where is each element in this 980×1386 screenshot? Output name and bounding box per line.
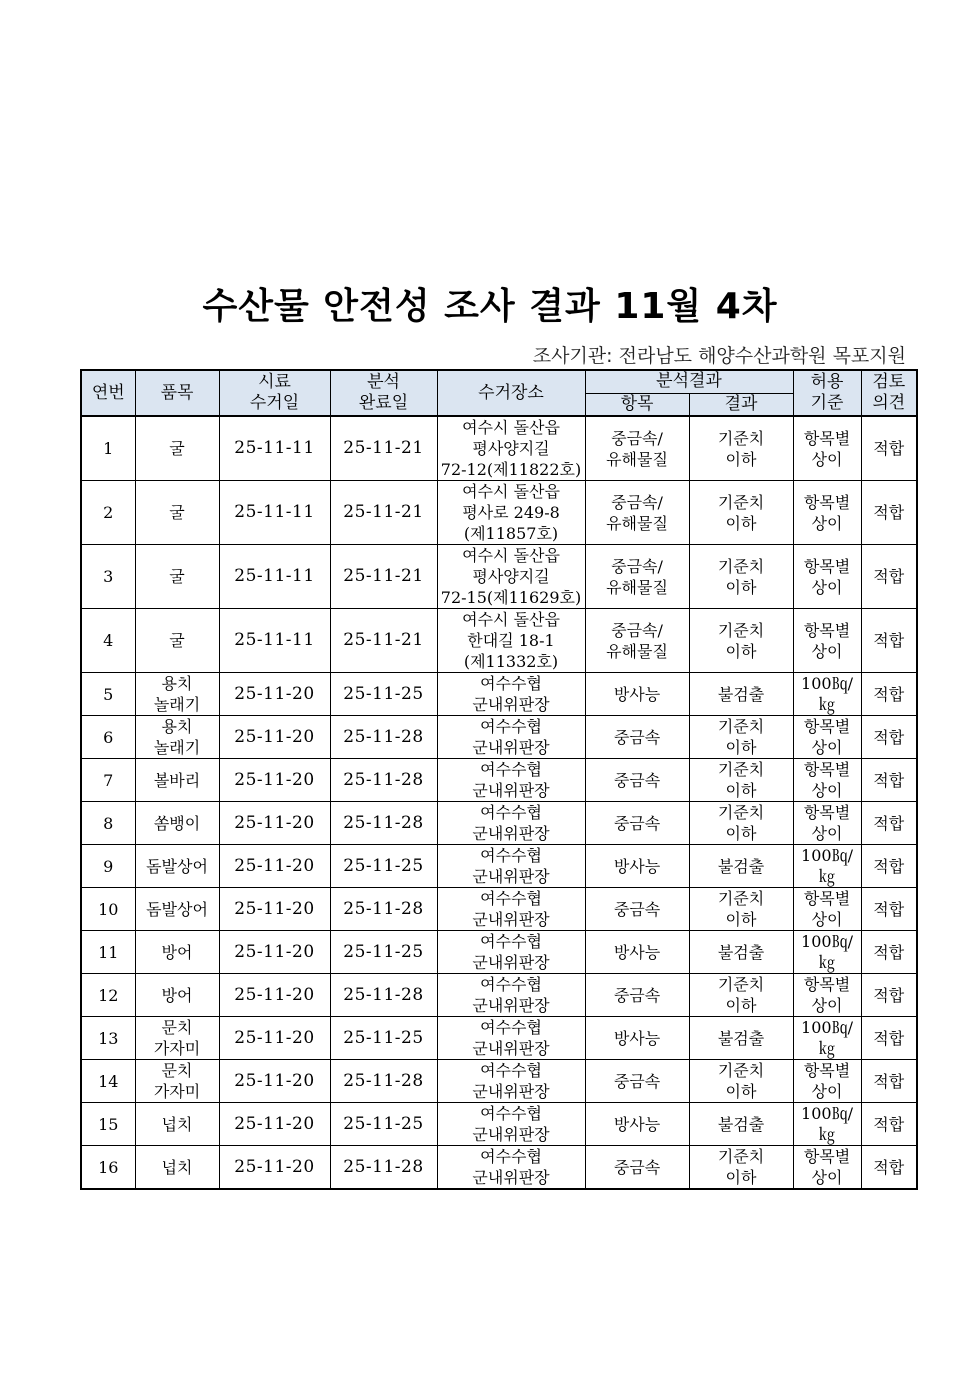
cell-result: 기준치 이하 (689, 888, 793, 931)
cell-no: 12 (81, 974, 135, 1017)
cell-no: 10 (81, 888, 135, 931)
cell-analyte: 방사능 (585, 673, 689, 716)
cell-item: 굴 (135, 609, 219, 673)
cell-result: 불검출 (689, 1017, 793, 1060)
cell-collect-date: 25-11-11 (219, 609, 330, 673)
cell-no: 1 (81, 416, 135, 481)
cell-no: 5 (81, 673, 135, 716)
cell-standard: 항목별 상이 (793, 416, 861, 481)
table-row (81, 609, 917, 673)
cell-analysis-date: 25-11-21 (330, 481, 437, 545)
cell-opinion: 적합 (861, 888, 917, 931)
cell-result: 기준치 이하 (689, 545, 793, 609)
cell-item: 넙치 (135, 1103, 219, 1146)
cell-standard: 항목별 상이 (793, 1060, 861, 1103)
cell-place: 여수수협 군내위판장 (437, 759, 585, 802)
cell-analyte: 방사능 (585, 931, 689, 974)
header-item: 품목 (135, 370, 219, 416)
cell-collect-date: 25-11-20 (219, 974, 330, 1017)
cell-analyte: 중금속/ 유해물질 (585, 609, 689, 673)
cell-place: 여수수협 군내위판장 (437, 1146, 585, 1190)
cell-standard: 항목별 상이 (793, 974, 861, 1017)
cell-collect-date: 25-11-20 (219, 845, 330, 888)
cell-item: 돔발상어 (135, 888, 219, 931)
cell-result: 불검출 (689, 673, 793, 716)
cell-opinion: 적합 (861, 481, 917, 545)
cell-analyte: 중금속 (585, 802, 689, 845)
table-row (81, 481, 917, 545)
cell-analysis-date: 25-11-28 (330, 974, 437, 1017)
cell-item: 굴 (135, 481, 219, 545)
cell-no: 11 (81, 931, 135, 974)
cell-analysis-date: 25-11-28 (330, 888, 437, 931)
cell-item: 방어 (135, 931, 219, 974)
cell-no: 14 (81, 1060, 135, 1103)
cell-standard: 항목별 상이 (793, 802, 861, 845)
cell-collect-date: 25-11-20 (219, 888, 330, 931)
cell-no: 4 (81, 609, 135, 673)
cell-opinion: 적합 (861, 1103, 917, 1146)
table-row (81, 416, 917, 481)
cell-opinion: 적합 (861, 802, 917, 845)
cell-analysis-date: 25-11-28 (330, 759, 437, 802)
cell-analysis-date: 25-11-28 (330, 1060, 437, 1103)
table-row (81, 716, 917, 759)
cell-item: 문치 가자미 (135, 1060, 219, 1103)
header-analysis-date: 분석 완료일 (330, 370, 437, 416)
cell-no: 16 (81, 1146, 135, 1190)
cell-analyte: 중금속 (585, 974, 689, 1017)
header-result-group: 분석결과 (585, 370, 793, 393)
cell-result: 기준치 이하 (689, 759, 793, 802)
cell-item: 굴 (135, 416, 219, 481)
cell-analysis-date: 25-11-28 (330, 802, 437, 845)
cell-no: 2 (81, 481, 135, 545)
cell-place: 여수수협 군내위판장 (437, 1060, 585, 1103)
page-title: 수산물 안전성 조사 결과 11월 4차 (202, 286, 778, 327)
cell-analyte: 중금속 (585, 1060, 689, 1103)
header-place: 수거장소 (437, 370, 585, 416)
cell-place: 여수시 돌산읍 평사로 249-8 (제11857호) (437, 481, 585, 545)
cell-item: 굴 (135, 545, 219, 609)
cell-analysis-date: 25-11-21 (330, 416, 437, 481)
cell-collect-date: 25-11-11 (219, 481, 330, 545)
cell-place: 여수수협 군내위판장 (437, 716, 585, 759)
cell-analysis-date: 25-11-25 (330, 1017, 437, 1060)
table-row (81, 759, 917, 802)
cell-analyte: 중금속 (585, 1146, 689, 1190)
cell-result: 기준치 이하 (689, 481, 793, 545)
cell-opinion: 적합 (861, 416, 917, 481)
cell-no: 3 (81, 545, 135, 609)
cell-analyte: 방사능 (585, 1017, 689, 1060)
cell-collect-date: 25-11-20 (219, 1017, 330, 1060)
table-body (81, 416, 917, 1189)
cell-place: 여수수협 군내위판장 (437, 1103, 585, 1146)
cell-item: 볼바리 (135, 759, 219, 802)
cell-place: 여수시 돌산읍 평사양지길 72-15(제11629호) (437, 545, 585, 609)
cell-opinion: 적합 (861, 931, 917, 974)
cell-opinion: 적합 (861, 759, 917, 802)
cell-analysis-date: 25-11-21 (330, 609, 437, 673)
cell-place: 여수시 돌산읍 평사양지길 72-12(제11822호) (437, 416, 585, 481)
cell-result: 불검출 (689, 845, 793, 888)
table-row (81, 1060, 917, 1103)
cell-analysis-date: 25-11-28 (330, 716, 437, 759)
cell-standard: 100㏃/ ㎏ (793, 845, 861, 888)
cell-standard: 100㏃/ ㎏ (793, 673, 861, 716)
cell-result: 기준치 이하 (689, 716, 793, 759)
cell-standard: 항목별 상이 (793, 609, 861, 673)
cell-collect-date: 25-11-20 (219, 802, 330, 845)
cell-analysis-date: 25-11-25 (330, 845, 437, 888)
cell-collect-date: 25-11-20 (219, 1103, 330, 1146)
cell-analyte: 방사능 (585, 1103, 689, 1146)
cell-place: 여수수협 군내위판장 (437, 888, 585, 931)
cell-place: 여수수협 군내위판장 (437, 974, 585, 1017)
cell-item: 문치 가자미 (135, 1017, 219, 1060)
cell-result: 기준치 이하 (689, 802, 793, 845)
cell-collect-date: 25-11-20 (219, 931, 330, 974)
cell-analyte: 중금속/ 유해물질 (585, 545, 689, 609)
header-standard: 허용 기준 (793, 370, 861, 416)
cell-collect-date: 25-11-20 (219, 673, 330, 716)
cell-standard: 항목별 상이 (793, 481, 861, 545)
cell-place: 여수수협 군내위판장 (437, 673, 585, 716)
cell-standard: 100㏃/ ㎏ (793, 1017, 861, 1060)
cell-place: 여수수협 군내위판장 (437, 845, 585, 888)
table-row (81, 888, 917, 931)
cell-analyte: 중금속 (585, 716, 689, 759)
cell-result: 기준치 이하 (689, 609, 793, 673)
cell-opinion: 적합 (861, 545, 917, 609)
cell-opinion: 적합 (861, 845, 917, 888)
cell-collect-date: 25-11-20 (219, 1060, 330, 1103)
cell-item: 용치 놀래기 (135, 716, 219, 759)
cell-opinion: 적합 (861, 1060, 917, 1103)
table-row (81, 1103, 917, 1146)
cell-collect-date: 25-11-20 (219, 1146, 330, 1190)
cell-item: 용치 놀래기 (135, 673, 219, 716)
cell-analysis-date: 25-11-25 (330, 1103, 437, 1146)
cell-place: 여수수협 군내위판장 (437, 931, 585, 974)
table-row (81, 545, 917, 609)
cell-analyte: 중금속/ 유해물질 (585, 481, 689, 545)
cell-result: 기준치 이하 (689, 416, 793, 481)
cell-result: 불검출 (689, 931, 793, 974)
cell-opinion: 적합 (861, 1017, 917, 1060)
cell-analyte: 중금속 (585, 759, 689, 802)
header-result-item: 항목 (585, 393, 689, 416)
cell-place: 여수시 돌산읍 한대길 18-1 (제11332호) (437, 609, 585, 673)
table-row (81, 845, 917, 888)
cell-standard: 항목별 상이 (793, 545, 861, 609)
cell-no: 9 (81, 845, 135, 888)
table-row (81, 1017, 917, 1060)
header-collect-date: 시료 수거일 (219, 370, 330, 416)
cell-result: 불검출 (689, 1103, 793, 1146)
cell-collect-date: 25-11-20 (219, 759, 330, 802)
cell-opinion: 적합 (861, 673, 917, 716)
cell-item: 방어 (135, 974, 219, 1017)
cell-no: 6 (81, 716, 135, 759)
cell-standard: 항목별 상이 (793, 759, 861, 802)
cell-item: 쏨뱅이 (135, 802, 219, 845)
table-row (81, 673, 917, 716)
cell-result: 기준치 이하 (689, 1060, 793, 1103)
cell-collect-date: 25-11-11 (219, 416, 330, 481)
cell-place: 여수수협 군내위판장 (437, 802, 585, 845)
cell-analysis-date: 25-11-21 (330, 545, 437, 609)
cell-opinion: 적합 (861, 716, 917, 759)
cell-analysis-date: 25-11-25 (330, 673, 437, 716)
cell-no: 13 (81, 1017, 135, 1060)
cell-standard: 100㏃/ ㎏ (793, 931, 861, 974)
cell-opinion: 적합 (861, 1146, 917, 1190)
cell-opinion: 적합 (861, 609, 917, 673)
cell-analyte: 방사능 (585, 845, 689, 888)
cell-result: 기준치 이하 (689, 1146, 793, 1190)
cell-no: 15 (81, 1103, 135, 1146)
header-no: 연번 (81, 370, 135, 416)
cell-standard: 항목별 상이 (793, 888, 861, 931)
results-table (80, 369, 918, 1190)
cell-result: 기준치 이하 (689, 974, 793, 1017)
cell-opinion: 적합 (861, 974, 917, 1017)
cell-analysis-date: 25-11-28 (330, 1146, 437, 1190)
cell-analyte: 중금속/ 유해물질 (585, 416, 689, 481)
cell-place: 여수수협 군내위판장 (437, 1017, 585, 1060)
cell-item: 넙치 (135, 1146, 219, 1190)
cell-analyte: 중금속 (585, 888, 689, 931)
table-row (81, 931, 917, 974)
cell-standard: 항목별 상이 (793, 1146, 861, 1190)
cell-collect-date: 25-11-11 (219, 545, 330, 609)
cell-collect-date: 25-11-20 (219, 716, 330, 759)
agency-label: 조사기관: 전라남도 해양수산과학원 목포지원 (532, 345, 906, 367)
cell-item: 돔발상어 (135, 845, 219, 888)
table-row (81, 802, 917, 845)
cell-standard: 100㏃/ ㎏ (793, 1103, 861, 1146)
table-row (81, 1146, 917, 1190)
header-opinion: 검토 의견 (861, 370, 917, 416)
cell-standard: 항목별 상이 (793, 716, 861, 759)
table-row (81, 974, 917, 1017)
header-result-value: 결과 (689, 393, 793, 416)
cell-no: 8 (81, 802, 135, 845)
cell-no: 7 (81, 759, 135, 802)
cell-analysis-date: 25-11-25 (330, 931, 437, 974)
